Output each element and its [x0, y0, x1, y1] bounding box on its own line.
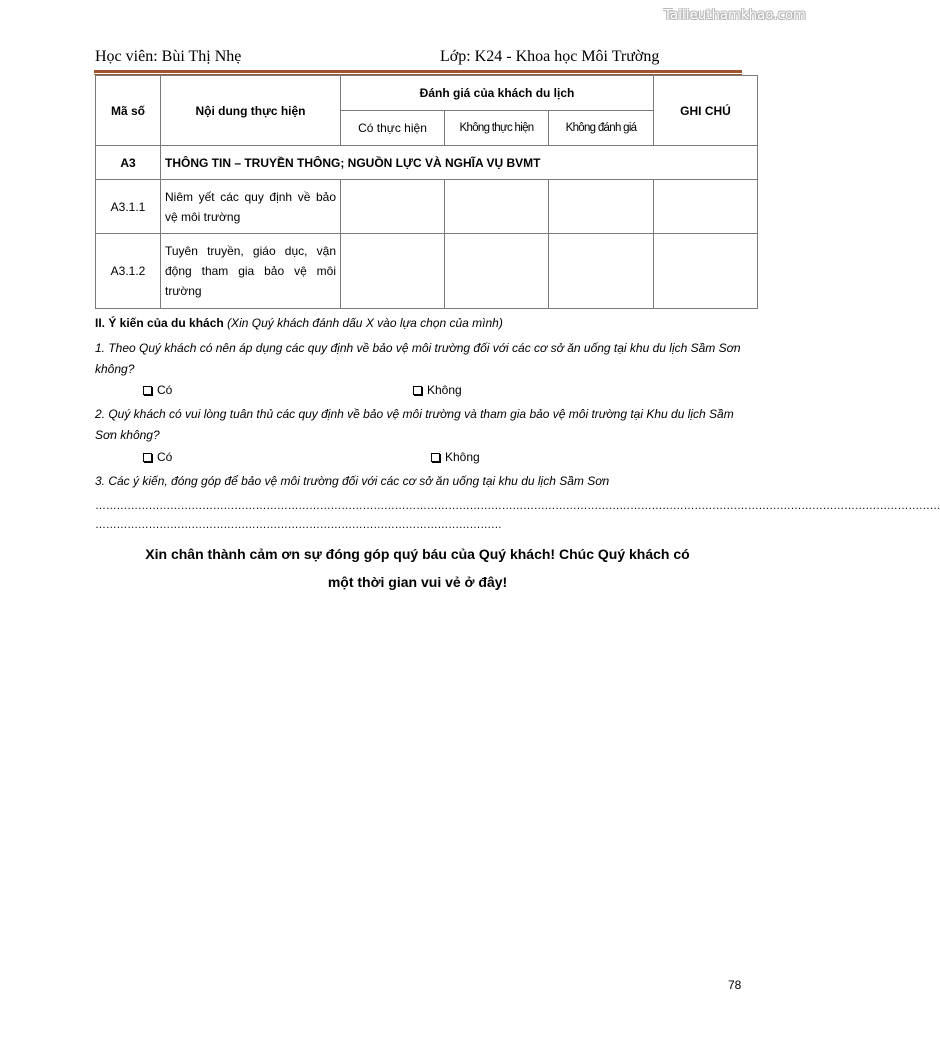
col-content-header: Nội dung thực hiện — [161, 76, 341, 146]
col-eval-header: Đánh giá của khách du lịch — [341, 76, 654, 111]
row-content: Niêm yết các quy định về bảo vệ môi trường — [161, 180, 341, 234]
sub-done-header: Có thực hiện — [341, 111, 445, 146]
row-content: Tuyên truyền, giáo dục, vận động tham gia bảo vệ môi trường — [161, 234, 341, 309]
row-code: A3.1.2 — [96, 234, 161, 309]
q1-option-yes[interactable] — [143, 383, 172, 397]
thank-you-message — [95, 540, 740, 596]
cell-note[interactable] — [654, 234, 758, 309]
q1-option-no[interactable] — [413, 383, 462, 397]
option-label: Có — [157, 450, 173, 464]
q2-option-yes[interactable] — [143, 450, 172, 464]
opinions-heading-note: (Xin Quý khách đánh dấu X vào lựa chọn của mình) — [227, 316, 503, 330]
table-row — [96, 180, 758, 234]
cell-not-done[interactable] — [445, 234, 549, 309]
question-2: 2. Quý khách có vui lòng tuân thủ các quy định về bảo vệ môi trường và tham gia bảo vệ môi trường tại Khu du lịch Sầm Sơn không? — [95, 407, 734, 442]
checkbox-icon[interactable] — [143, 453, 152, 462]
sub-not-rated-header: Không đánh giá — [549, 111, 654, 146]
option-label: Không — [445, 450, 480, 464]
answer-line-1[interactable]: ………………………………………………………………………………………………………………………………………………………………………………………………………………… — [95, 500, 940, 512]
question-3: 3. Các ý kiến, đóng góp để bảo vệ môi trường đối với các cơ sở ăn uống tại khu du lịch Sầm Sơn — [95, 474, 610, 488]
opinions-heading — [95, 316, 503, 330]
page-number: 78 — [728, 978, 742, 992]
header-rule — [94, 70, 742, 73]
section-code: A3 — [96, 146, 161, 180]
student-name: Học viên: Bùi Thị Nhẹ — [95, 48, 242, 65]
watermark: Tailieuthamkhao.com — [664, 8, 806, 23]
cell-done[interactable] — [341, 234, 445, 309]
cell-not-rated[interactable] — [549, 234, 654, 309]
q2-option-no[interactable] — [431, 450, 480, 464]
cell-not-done[interactable] — [445, 180, 549, 234]
thank-you-line-1: Xin chân thành cảm ơn sự đóng góp quý báu của Quý khách! Chúc Quý khách có — [145, 546, 690, 562]
col-code-header: Mã số — [96, 76, 161, 146]
option-label: Không — [427, 383, 462, 397]
thank-you-line-2: một thời gian vui vẻ ở đây! — [327, 574, 508, 590]
row-code: A3.1.1 — [96, 180, 161, 234]
opinions-heading-title: II. Ý kiến của du khách — [95, 316, 224, 330]
question-1: 1. Theo Quý khách có nên áp dụng các quy định về bảo vệ môi trường đối với các cơ sở ăn uống tại khu du lịch Sầm Sơn không? — [95, 341, 741, 376]
sub-not-done-header: Không thực hiện — [445, 111, 549, 146]
answer-line-2[interactable]: …………………………………………………………………………………………………… — [95, 519, 502, 531]
checkbox-icon[interactable] — [143, 386, 152, 395]
section-title: THÔNG TIN – TRUYỀN THÔNG; NGUỒN LỰC VÀ NGHĨA VỤ BVMT — [161, 146, 758, 180]
checkbox-icon[interactable] — [413, 386, 422, 395]
col-note-header: GHI CHÚ — [654, 76, 758, 146]
evaluation-table — [95, 75, 758, 309]
checkbox-icon[interactable] — [431, 453, 440, 462]
class-name: Lớp: K24 - Khoa học Môi Trường — [440, 48, 660, 65]
cell-done[interactable] — [341, 180, 445, 234]
cell-not-rated[interactable] — [549, 180, 654, 234]
table-row — [96, 234, 758, 309]
cell-note[interactable] — [654, 180, 758, 234]
option-label: Có — [157, 383, 173, 397]
